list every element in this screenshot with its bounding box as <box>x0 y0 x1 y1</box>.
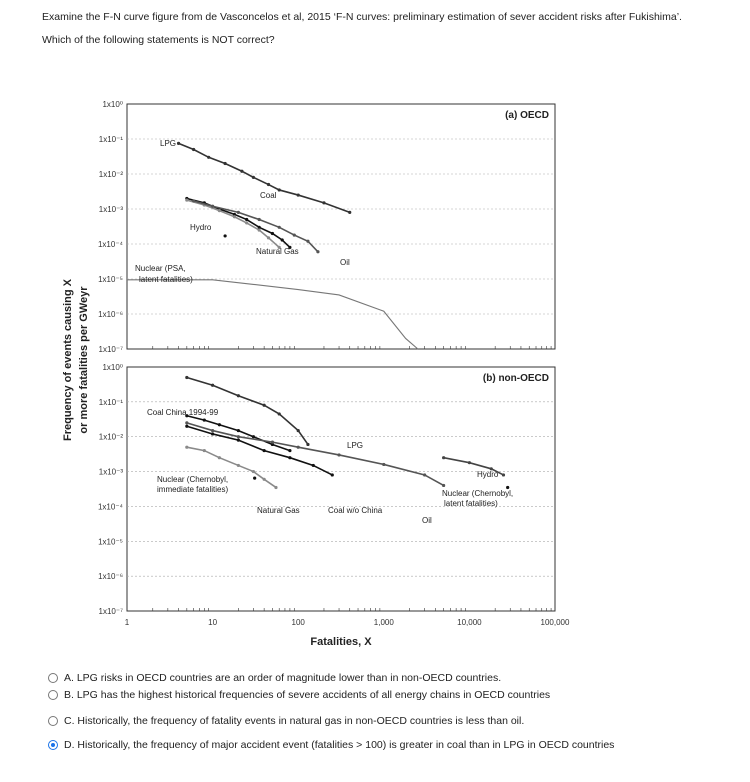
data-point <box>263 478 266 481</box>
data-point <box>185 446 188 449</box>
y-tick-label: 1x10⁻⁷ <box>98 607 123 616</box>
option-b-label: B. LPG has the highest historical frequencies of severe accidents of all energy chains in OECD countries <box>64 689 551 701</box>
radio-option-d[interactable] <box>48 740 58 750</box>
y-tick-label: 1x10⁻² <box>98 432 123 442</box>
series-annotation: LPG <box>160 139 177 148</box>
data-point <box>278 188 281 191</box>
data-point <box>312 464 315 467</box>
option-c[interactable] <box>48 715 524 727</box>
series-annotation: Natural Gas <box>257 506 300 515</box>
data-point <box>185 425 188 428</box>
data-point <box>211 384 214 387</box>
y-tick-label: 1x10⁻³ <box>98 205 123 214</box>
y-tick-label: 1x10⁻⁵ <box>98 537 123 547</box>
data-point <box>218 423 221 426</box>
series-line <box>127 280 418 349</box>
option-a-label: A. LPG risks in OECD countries are an order of magnitude lower than in non-OECD countries. <box>64 672 502 684</box>
data-point <box>185 376 188 379</box>
data-point <box>348 211 351 214</box>
data-point <box>267 183 270 186</box>
x-tick-label: 10 <box>208 618 218 627</box>
data-point <box>177 142 180 145</box>
x-tick-label: 1 <box>124 618 130 627</box>
data-point <box>245 218 248 221</box>
data-point <box>258 226 261 229</box>
data-point <box>502 473 505 476</box>
option-a[interactable] <box>48 672 501 684</box>
series-annotation: immediate fatalities) <box>157 485 229 494</box>
y-tick-label: 1x10⁻⁷ <box>98 345 123 354</box>
y-tick-label: 1x10⁰ <box>102 100 123 109</box>
x-tick-label: 1,000 <box>373 618 394 627</box>
data-point <box>278 412 281 415</box>
data-point <box>293 233 296 236</box>
data-point <box>288 449 291 452</box>
data-point <box>274 486 277 489</box>
series-annotation: Coal w/o China <box>328 506 383 515</box>
data-point <box>211 205 214 208</box>
y-tick-label: 1x10⁰ <box>102 363 123 372</box>
data-point <box>258 228 261 231</box>
option-c-label: C. Historically, the frequency of fatality events in natural gas in non-OECD countries is less than oil. <box>64 715 525 727</box>
panel-title: (a) OECD <box>505 110 549 121</box>
question-prompt: Which of the following statements is NOT correct? <box>42 34 275 46</box>
series-annotation: Hydro <box>477 470 499 479</box>
series-annotation: Nuclear (PSA, <box>135 264 186 273</box>
panel-title: (b) non-OECD <box>482 373 549 384</box>
data-point <box>281 238 284 241</box>
data-point <box>252 470 255 473</box>
data-point <box>382 463 385 466</box>
radio-option-c[interactable] <box>48 716 58 726</box>
data-point <box>224 234 227 237</box>
y-tick-label: 1x10⁻¹ <box>98 135 123 144</box>
data-point <box>207 156 210 159</box>
data-point <box>192 199 195 202</box>
data-point <box>263 449 266 452</box>
y-tick-label: 1x10⁻¹ <box>98 397 123 407</box>
fn-curve-figure <box>55 92 575 662</box>
data-point <box>267 236 270 239</box>
data-point <box>306 443 309 446</box>
series-annotation: Hydro <box>190 223 212 232</box>
option-d-label: D. Historically, the frequency of major accident event (fatalities > 100) is greater in coal than in LPG in OECD countries <box>64 739 615 751</box>
y-tick-label: 1x10⁻⁶ <box>98 310 123 319</box>
data-point <box>237 429 240 432</box>
x-axis-label: Fatalities, X <box>310 636 372 648</box>
data-point <box>442 456 445 459</box>
y-tick-label: 1x10⁻³ <box>98 467 123 477</box>
series-line <box>187 416 290 451</box>
data-point <box>252 435 255 438</box>
x-tick-label: 100 <box>291 618 305 627</box>
y-tick-label: 1x10⁻⁵ <box>98 275 123 284</box>
series-annotation: Coal <box>260 191 277 200</box>
data-point <box>468 461 471 464</box>
question-text: Examine the F-N curve figure from de Vasconcelos et al, 2015 ‘F-N curves: preliminary estimation of sever accident risks after Fukishima’. <box>42 11 682 23</box>
data-point <box>316 250 319 253</box>
data-point <box>211 432 214 435</box>
x-tick-label: 100,000 <box>540 618 570 627</box>
series-annotation: latent fatalities) <box>444 499 498 508</box>
radio-option-a[interactable] <box>48 673 58 683</box>
data-point <box>237 464 240 467</box>
data-point <box>224 162 227 165</box>
data-point <box>253 476 256 479</box>
data-point <box>297 193 300 196</box>
data-point <box>271 441 274 444</box>
data-point <box>218 209 221 212</box>
series-annotation: Oil <box>340 258 350 267</box>
data-point <box>252 176 255 179</box>
y-tick-label: 1x10⁻⁶ <box>98 572 123 582</box>
series-annotation: Natural Gas <box>256 247 299 256</box>
x-tick-label: 10,000 <box>457 618 482 627</box>
data-point <box>237 435 240 438</box>
data-point <box>297 429 300 432</box>
series-line <box>187 426 332 475</box>
data-point <box>297 446 300 449</box>
data-point <box>185 421 188 424</box>
data-point <box>263 404 266 407</box>
data-point <box>278 226 281 229</box>
y-axis-label: Frequency of events causing X <box>62 279 74 441</box>
series-annotation: Nuclear (Chernobyl, <box>442 489 514 498</box>
data-point <box>245 221 248 224</box>
data-point <box>237 211 240 214</box>
y-tick-label: 1x10⁻⁴ <box>97 240 123 249</box>
series-annotation: Nuclear (Chernobyl, <box>157 475 229 484</box>
data-point <box>240 170 243 173</box>
series-annotation: LPG <box>347 441 364 450</box>
series-annotation: latent fatalities) <box>139 275 193 284</box>
data-point <box>233 215 236 218</box>
data-point <box>237 394 240 397</box>
data-point <box>211 429 214 432</box>
data-point <box>442 484 445 487</box>
data-point <box>337 453 340 456</box>
y-axis-label-2: or more fatalities per GWeyr <box>78 286 90 434</box>
data-point <box>237 438 240 441</box>
data-point <box>218 456 221 459</box>
data-point <box>271 232 274 235</box>
data-point <box>192 148 195 151</box>
option-d[interactable] <box>48 739 614 751</box>
series-annotation: Coal China 1994-99 <box>147 408 219 417</box>
data-point <box>258 218 261 221</box>
data-point <box>306 240 309 243</box>
data-point <box>322 201 325 204</box>
data-point <box>331 473 334 476</box>
y-tick-label: 1x10⁻² <box>98 170 123 179</box>
option-b[interactable] <box>48 689 550 701</box>
data-point <box>423 473 426 476</box>
series-annotation: Oil <box>422 516 432 525</box>
y-tick-label: 1x10⁻⁴ <box>97 502 123 512</box>
data-point <box>185 198 188 201</box>
data-point <box>203 449 206 452</box>
data-point <box>288 456 291 459</box>
radio-option-b[interactable] <box>48 690 58 700</box>
data-point <box>203 418 206 421</box>
